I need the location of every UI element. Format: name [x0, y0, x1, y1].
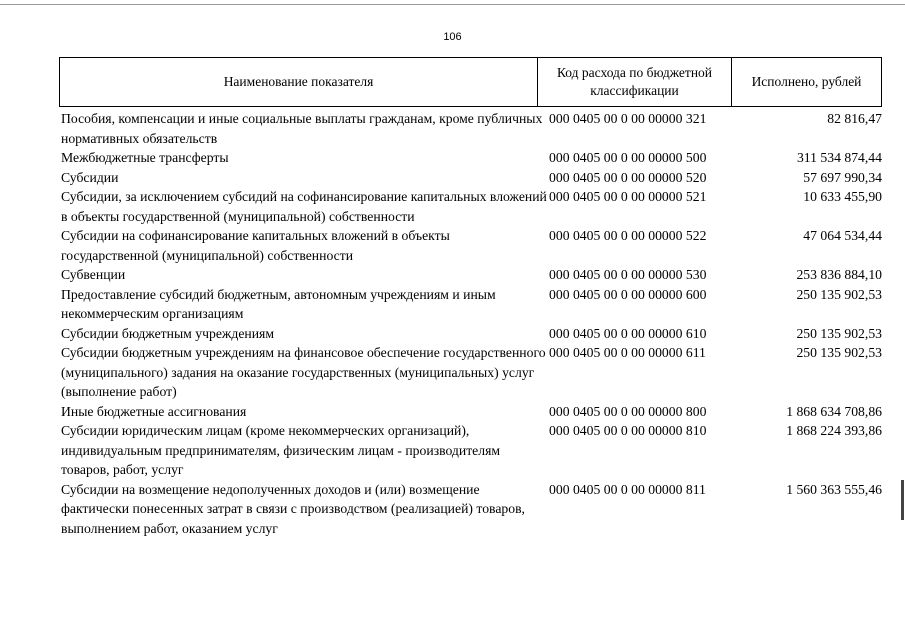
row-code: 000 0405 00 0 00 00000 500 — [549, 150, 707, 165]
table-row — [59, 265, 882, 285]
row-code: 000 0405 00 0 00 00000 530 — [549, 267, 707, 282]
table-row — [59, 285, 882, 324]
table-row — [59, 402, 882, 422]
row-amount: 250 135 902,53 — [796, 286, 882, 302]
row-name: Субсидии — [61, 169, 119, 185]
row-name: Субсидии, за исключением субсидий на софинансирование капитальных вложений в объекты государственной (муниципальной) собственности — [61, 189, 547, 224]
row-code: 000 0405 00 0 00 00000 611 — [549, 345, 706, 360]
row-code: 000 0405 00 0 00 00000 521 — [549, 189, 707, 204]
table-body — [59, 109, 882, 538]
header-code: Код расхода по бюджетной классификации — [538, 58, 732, 106]
row-code: 000 0405 00 0 00 00000 520 — [549, 169, 707, 185]
table-row — [59, 324, 882, 344]
row-code: 000 0405 00 0 00 00000 522 — [549, 228, 707, 243]
row-name: Субсидии на софинансирование капитальных вложений в объекты государственной (муниципальной) собственности — [61, 228, 450, 263]
table-row — [59, 148, 882, 168]
row-amount: 250 135 902,53 — [796, 345, 882, 360]
row-name: Субсидии бюджетным учреждениям — [61, 325, 274, 341]
row-amount: 311 534 874,44 — [796, 150, 882, 165]
row-code: 000 0405 00 0 00 00000 811 — [549, 481, 706, 497]
header-amount: Исполнено, рублей — [751, 74, 862, 89]
table-row — [59, 168, 882, 188]
table-row — [59, 343, 882, 402]
table-row — [59, 187, 882, 226]
row-code: 000 0405 00 0 00 00000 610 — [549, 325, 707, 341]
row-name: Предоставление субсидий бюджетным, автономным учреждениям и иным некоммерческим организациям — [61, 286, 496, 321]
scan-edge-mark — [901, 480, 904, 520]
row-code: 000 0405 00 0 00 00000 600 — [549, 286, 707, 302]
row-amount: 253 836 884,10 — [796, 267, 882, 282]
table-header — [59, 57, 882, 107]
table-row — [59, 226, 882, 265]
row-name: Субсидии юридическим лицам (кроме некоммерческих организаций), индивидуальным предпринимателям, физическим лицам - производителям товаров, работ, услуг — [61, 423, 501, 477]
row-amount: 57 697 990,34 — [803, 169, 882, 185]
row-name: Субвенции — [61, 267, 126, 282]
row-code: 000 0405 00 0 00 00000 810 — [549, 423, 707, 438]
page-number: 106 — [443, 31, 462, 43]
row-code: 000 0405 00 0 00 00000 800 — [549, 403, 707, 419]
row-amount: 82 816,47 — [827, 111, 882, 126]
row-code: 000 0405 00 0 00 00000 321 — [549, 111, 707, 126]
row-name: Субсидии на возмещение недополученных доходов и (или) возмещение фактически понесенных затрат в связи с производством (реализацией) товаров, выполнением работ, оказанием услуг — [61, 481, 525, 536]
row-amount: 10 633 455,90 — [803, 189, 882, 204]
row-name: Иные бюджетные ассигнования — [61, 403, 247, 419]
row-name: Субсидии бюджетным учреждениям на финансовое обеспечение государственного (муниципального) задания на оказание государственных (муниципальных) услуг (выполнение работ) — [61, 345, 546, 399]
row-amount: 1 868 224 393,86 — [786, 423, 882, 438]
row-amount: 1 560 363 555,46 — [786, 481, 882, 497]
top-border-line — [0, 4, 905, 5]
row-amount: 47 064 534,44 — [803, 228, 882, 243]
row-name: Межбюджетные трансферты — [61, 150, 229, 165]
table-row — [59, 480, 882, 539]
row-amount: 250 135 902,53 — [796, 325, 882, 341]
row-name: Пособия, компенсации и иные социальные выплаты гражданам, кроме публичных нормативных обязательств — [61, 111, 543, 146]
table-row — [59, 109, 882, 148]
row-amount: 1 868 634 708,86 — [786, 403, 882, 419]
table-row — [59, 421, 882, 480]
header-name: Наименование показателя — [60, 58, 538, 106]
